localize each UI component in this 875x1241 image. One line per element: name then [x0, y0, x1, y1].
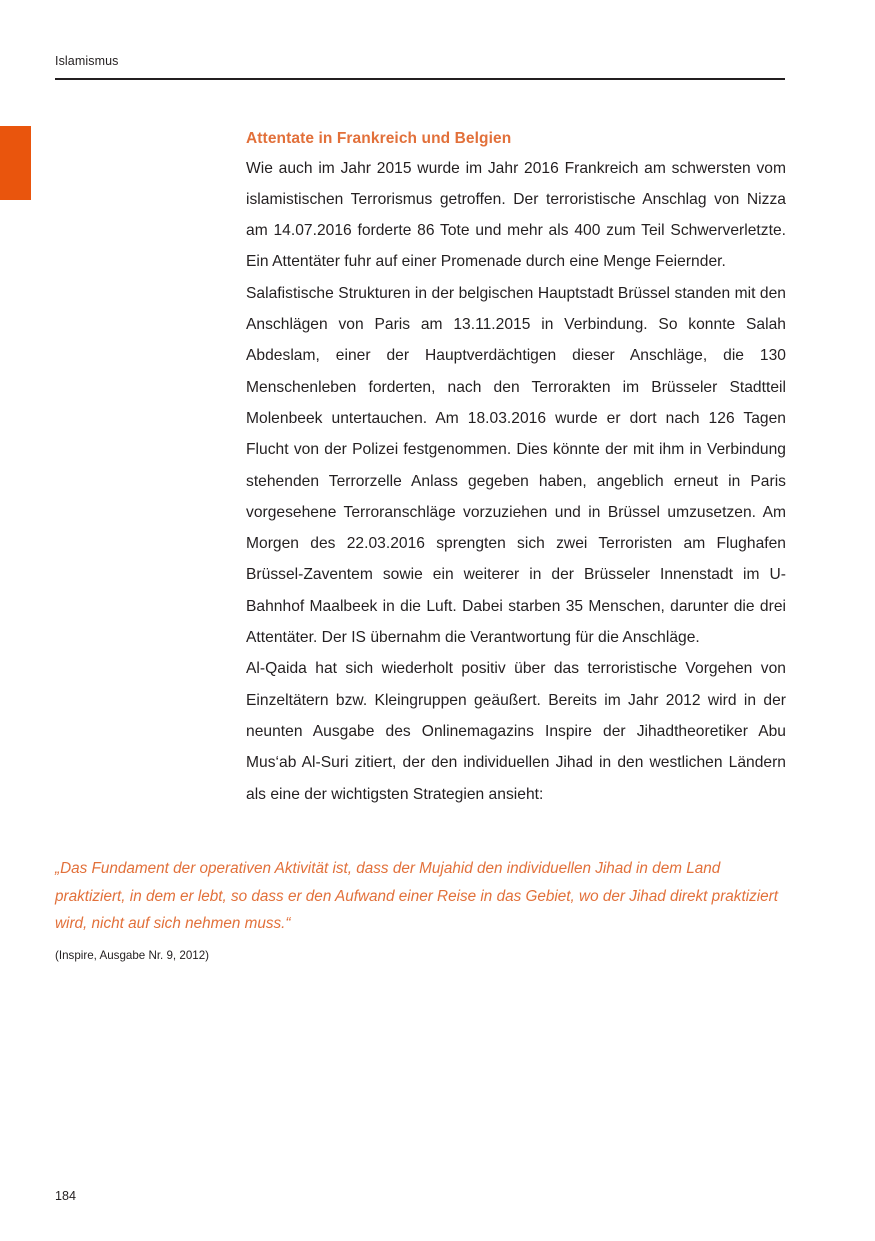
section-heading: Attentate in Frankreich und Belgien — [246, 130, 512, 147]
running-header-title: Islamismus — [55, 54, 119, 68]
chapter-thumb-tab — [0, 126, 31, 200]
main-text-column — [246, 126, 786, 810]
pull-quote-text: „Das Fundament der operativen Aktivität ist, dass der Mujahid den individuellen Jihad in dem Land praktiziert, in dem er lebt, so dass er den Aufwand einer Reise in das Gebiet, wo der Jihad direkt praktiziert wird, nicht auf sich nehmen muss.“ — [55, 860, 778, 932]
pull-quote-block — [55, 855, 786, 964]
body-paragraph-alqaida: Al-Qaida hat sich wiederholt positiv über das terroristische Vorgehen von Einzeltätern bzw. Kleingruppen geäußert. Bereits im Jahr 2012 wird in der neunten Ausgabe des Onlinemagazins Inspire der Jihadtheoretiker Abu Mus‘ab Al-Suri zitiert, der den individuellen Jihad in den westlichen Ländern als eine der wichtigsten Strategien ansieht: — [246, 660, 786, 803]
body-paragraph-nizza: Wie auch im Jahr 2015 wurde im Jahr 2016 Frankreich am schwersten vom islamistischen Terrorismus getroffen. Der terroristische Anschlag von Nizza am 14.07.2016 forderte 86 Tote und mehr als 400 zum Teil Schwerverletzte. Ein Attentäter fuhr auf einer Promenade durch eine Menge Feiernder. — [246, 159, 786, 271]
header-divider-rule — [55, 78, 785, 80]
pull-quote-source: (Inspire, Ausgabe Nr. 9, 2012) — [55, 948, 210, 962]
page-number: 184 — [55, 1189, 77, 1203]
body-paragraph-bruessel: Salafistische Strukturen in der belgischen Hauptstadt Brüssel standen mit den Anschlägen von Paris am 13.11.2015 in Verbindung. So konnte Salah Abdeslam, einer der Hauptverdächtigen dieser Anschläge, die 130 Menschenleben forderten, nach den Terrorakten im Brüsseler Stadtteil Molenbeek untertauchen. Am 18.03.2016 wurde er dort nach 126 Tagen Flucht von der Polizei festgenommen. Dies könnte der mit ihm in Verbindung stehenden Terrorzelle Anlass gegeben haben, angeblich erneut in Paris vorgesehene Terroranschläge vorzuziehen und in Brüssel umzusetzen. Am Morgen des 22.03.2016 sprengten sich zwei Terroristen am Flughafen Brüssel-Zaventem sowie ein weiterer in der Brüsseler Innenstadt im U-Bahnhof Maalbeek in die Luft. Dabei starben 35 Menschen, darunter die drei Attentäter. Der IS übernahm die Verantwortung für die Anschläge. — [246, 284, 786, 647]
